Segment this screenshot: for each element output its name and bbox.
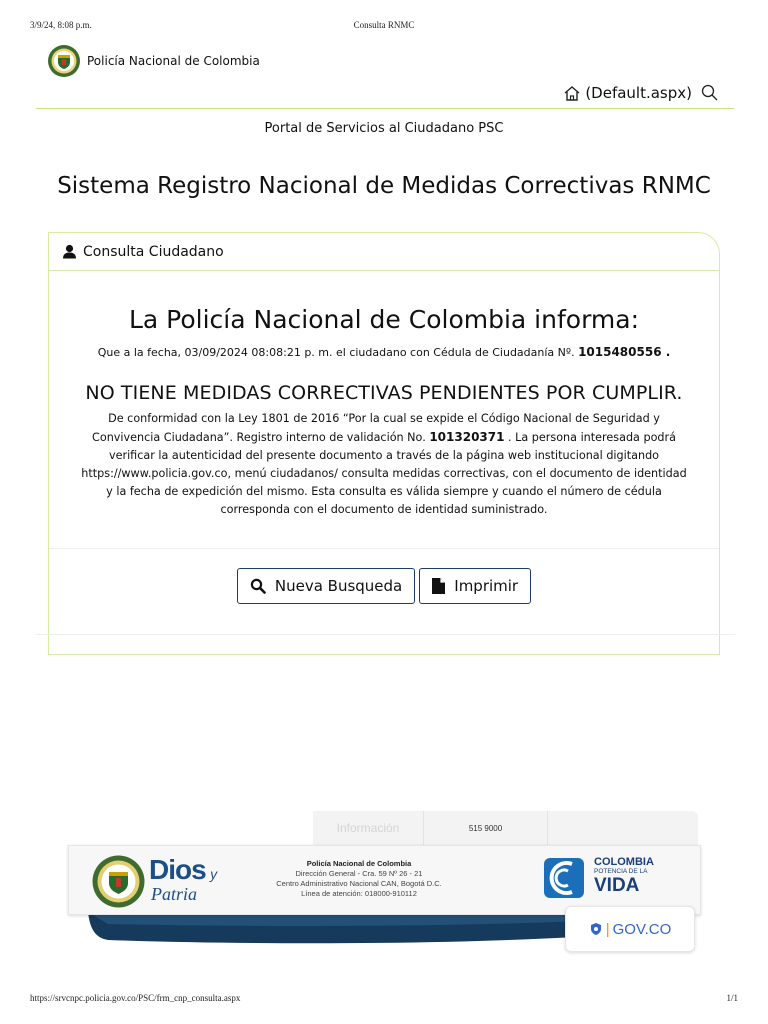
legal-text-part2: . La persona interesada podrá verificar la autenticidad del presente documento a través de la página web institucional digitando https://www.policia.gov.co, menú ciudadanos/ consulta medidas correctivas, con el documento de identidad y la fecha de expedición del mismo. Esta consulta es válida siempre y cuando el número de cédula corresponda con el documento de identidad suministrado. xyxy=(81,431,687,516)
patria-text: Patria xyxy=(151,884,198,904)
search-icon[interactable] xyxy=(700,84,720,102)
footer-address xyxy=(259,859,459,899)
print-label: Imprimir xyxy=(454,577,519,595)
govco-link[interactable] xyxy=(565,906,695,952)
dios-y-patria-logo xyxy=(149,856,217,884)
card-header xyxy=(49,233,719,271)
print-date: 3/9/24, 8:08 p.m. xyxy=(30,20,92,30)
footer-address-line1: Dirección General - Cra. 59 Nº 26 - 21 xyxy=(295,869,423,878)
footer-card xyxy=(68,845,701,915)
govco-icon xyxy=(589,922,603,936)
legal-text-part1: De conformidad con la Ley 1801 de 2016 “Por la cual se expide el Código Nacional de Seguridad y Convivencia Ciudadana”. Registro interno de validación No. xyxy=(92,412,660,444)
print-button[interactable] xyxy=(419,568,531,604)
portal-title: Portal de Servicios al Ciudadano PSC xyxy=(264,121,504,136)
footer-tabs xyxy=(313,811,698,845)
dios-text: Dios xyxy=(149,854,206,885)
action-buttons xyxy=(49,568,719,604)
govco-label: GOV.CO xyxy=(612,920,672,938)
colombia-logo-text xyxy=(594,856,654,896)
footer-phone-line: Línea de atención: 018000-910112 xyxy=(301,889,417,898)
govco-separator: | xyxy=(605,920,610,938)
print-title: Consulta RNMC xyxy=(353,20,415,30)
header-divider xyxy=(36,108,734,109)
card-header-label: Consulta Ciudadano xyxy=(83,243,224,260)
footer-tab-phone[interactable]: 515 9000 xyxy=(423,811,548,845)
result-status: NO TIENE MEDIDAS CORRECTIVAS PENDIENTES POR CUMPLIR. xyxy=(85,382,683,404)
potencia-word: POTENCIA DE LA xyxy=(594,868,648,875)
user-icon xyxy=(62,244,77,259)
home-link[interactable]: (Default.aspx) xyxy=(585,84,692,102)
card-body xyxy=(49,303,719,519)
consult-date-text: Que a la fecha, 03/09/2024 08:08:21 p. m. el ciudadano con Cédula de Ciudadanía Nº. xyxy=(97,346,575,359)
search-icon xyxy=(250,578,266,594)
card-bottom-divider xyxy=(35,634,735,635)
footer-org-name: Policía Nacional de Colombia xyxy=(306,859,412,868)
police-shield-icon xyxy=(47,44,81,78)
consult-date-line xyxy=(69,345,699,360)
legal-notice xyxy=(69,410,699,519)
site-footer xyxy=(68,811,701,957)
page-title: Sistema Registro Nacional de Medidas Correctivas RNMC xyxy=(57,173,711,199)
y-text: y xyxy=(210,866,218,882)
footer-address-line2: Centro Administrativo Nacional CAN, Bogotá D.C. xyxy=(276,879,442,888)
home-icon[interactable] xyxy=(563,85,581,102)
vida-word: VIDA xyxy=(594,875,640,896)
footer-wave-decoration xyxy=(88,912,648,947)
header-nav xyxy=(563,84,720,102)
validation-number: 101320371 xyxy=(429,430,505,444)
inform-title: La Policía Nacional de Colombia informa: xyxy=(128,305,640,334)
document-number: 1015480556 . xyxy=(578,345,671,359)
consulta-card xyxy=(48,232,720,655)
document-icon xyxy=(432,578,445,594)
new-search-button[interactable] xyxy=(237,568,415,604)
brand[interactable] xyxy=(47,44,260,78)
police-emblem-icon xyxy=(91,854,146,909)
footer-tab-info[interactable]: Información xyxy=(336,821,400,835)
colombia-word: COLOMBIA xyxy=(594,856,654,868)
print-page-number: 1/1 xyxy=(726,993,738,1003)
actions-divider xyxy=(49,548,719,549)
new-search-label: Nueva Busqueda xyxy=(274,577,403,595)
brand-name: Policía Nacional de Colombia xyxy=(87,54,260,68)
print-url: https://srvcnpc.policia.gov.co/PSC/frm_cnp_consulta.aspx xyxy=(30,993,241,1003)
